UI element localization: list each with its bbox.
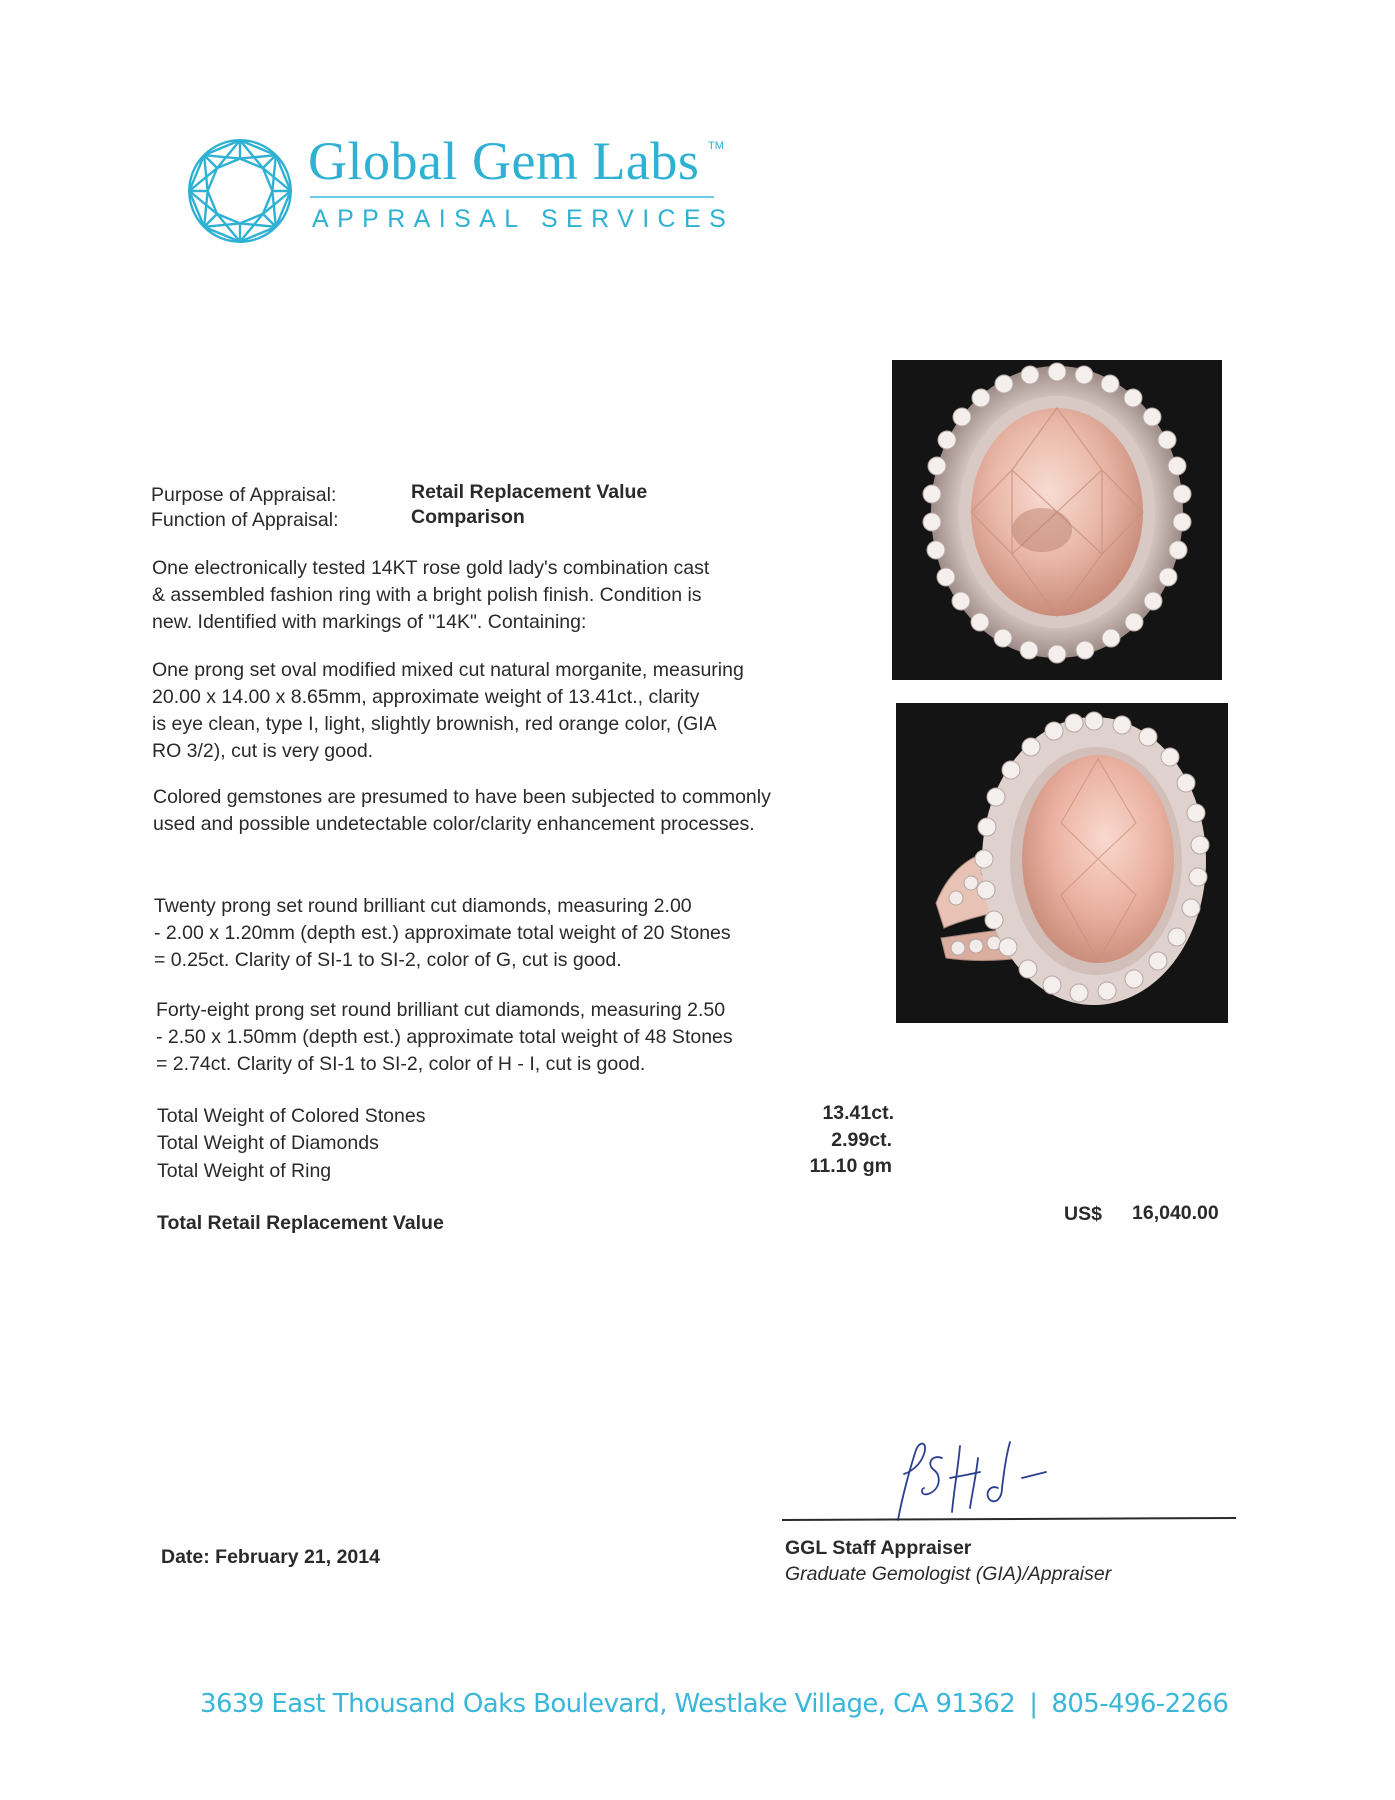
description-line: & assembled fashion ring with a bright polish finish. Condition is xyxy=(152,584,702,606)
description-line: One electronically tested 14KT rose gold lady's combination cast xyxy=(152,557,710,579)
trademark-mark: TM xyxy=(708,140,724,152)
footer-phone: 805-496-2266 xyxy=(1051,1689,1229,1719)
brand-name: Global Gem Labs xyxy=(308,131,700,191)
appraiser-title: GGL Staff Appraiser xyxy=(785,1537,972,1559)
footer-contact xyxy=(200,1689,1228,1719)
forty-eight-diamonds-description xyxy=(156,997,856,1078)
appraisal-date: Date: February 21, 2014 xyxy=(161,1546,380,1568)
total-retail-value-amount: 16,040.00 xyxy=(1132,1202,1219,1224)
footer-separator: | xyxy=(1029,1689,1038,1719)
ring-side-view-photo xyxy=(896,703,1228,1023)
total-diamonds-value: 2.99ct. xyxy=(831,1129,892,1151)
total-ring-weight-value: 11.10 gm xyxy=(809,1155,892,1177)
twenty-diamonds-description xyxy=(154,893,854,974)
total-diamonds-label: Total Weight of Diamonds xyxy=(157,1132,379,1154)
total-ring-weight-label: Total Weight of Ring xyxy=(157,1160,332,1182)
total-colored-stones-value: 13.41ct. xyxy=(822,1102,894,1124)
twenty-diamonds-line: Twenty prong set round brilliant cut diamonds, measuring 2.00 xyxy=(154,895,692,917)
center-stone-line: One prong set oval modified mixed cut natural morganite, measuring xyxy=(152,659,744,681)
forty-eight-diamonds-line: = 2.74ct. Clarity of SI-1 to SI-2, color of H - I, cut is good. xyxy=(156,1053,646,1075)
function-label: Function of Appraisal: xyxy=(151,509,339,531)
total-colored-stones-label: Total Weight of Colored Stones xyxy=(157,1105,426,1127)
forty-eight-diamonds-line: - 2.50 x 1.50mm (depth est.) approximate total weight of 48 Stones xyxy=(156,1026,733,1048)
handwritten-signature xyxy=(880,1428,1060,1528)
currency-code: US$ xyxy=(1064,1203,1102,1225)
center-stone-line: RO 3/2), cut is very good. xyxy=(152,740,374,762)
brand-subtitle: APPRAISAL SERVICES xyxy=(312,205,735,233)
colored-note-line: Colored gemstones are presumed to have been subjected to commonly xyxy=(153,786,771,808)
footer-address: 3639 East Thousand Oaks Boulevard, Westlake Village, CA 91362 xyxy=(200,1689,1016,1719)
center-stone-line: 20.00 x 14.00 x 8.65mm, approximate weight of 13.41ct., clarity xyxy=(152,686,700,708)
function-value: Comparison xyxy=(411,506,525,528)
brand-divider xyxy=(310,196,714,198)
center-stone-description xyxy=(152,657,852,765)
total-retail-value-label: Total Retail Replacement Value xyxy=(157,1212,444,1234)
ring-description xyxy=(152,555,812,636)
ring-top-view-photo xyxy=(892,360,1222,680)
description-line: new. Identified with markings of "14K". Containing: xyxy=(152,611,587,633)
purpose-label: Purpose of Appraisal: xyxy=(151,484,337,506)
purpose-value: Retail Replacement Value xyxy=(411,481,648,503)
diamond-outline-icon xyxy=(186,137,294,245)
twenty-diamonds-line: - 2.00 x 1.20mm (depth est.) approximate total weight of 20 Stones xyxy=(154,922,731,944)
forty-eight-diamonds-line: Forty-eight prong set round brilliant cut diamonds, measuring 2.50 xyxy=(156,999,726,1021)
colored-note-line: used and possible undetectable color/clarity enhancement processes. xyxy=(153,813,755,835)
twenty-diamonds-line: = 0.25ct. Clarity of SI-1 to SI-2, color of G, cut is good. xyxy=(154,949,622,971)
center-stone-line: is eye clean, type I, light, slightly brownish, red orange color, (GIA xyxy=(152,713,717,735)
colored-stone-note xyxy=(153,784,893,838)
appraiser-credentials: Graduate Gemologist (GIA)/Appraiser xyxy=(785,1563,1112,1585)
